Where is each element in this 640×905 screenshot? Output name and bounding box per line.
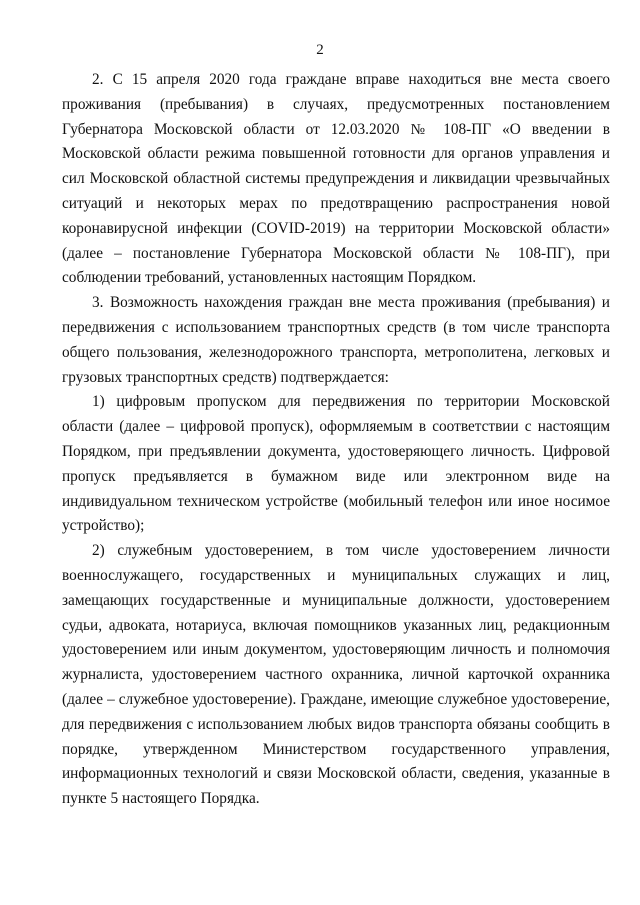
document-body xyxy=(62,68,610,812)
page-number: 2 xyxy=(316,42,324,58)
paragraph-subclause-1: 1) цифровым пропуском для передвижения по территории Московской области (далее – цифровой пропуск), оформляемым в соответствии с настоящим Порядком, при предъявлении документа, удостоверяющего личность. Цифровой пропуск предъявляется в бумажном виде или электронном виде на индивидуальном техническом устройстве (мобильный телефон или иное носимое устройство); xyxy=(62,393,610,535)
paragraph-clause-3: 3. Возможность нахождения граждан вне места проживания (пребывания) и передвижения с использованием транспортных средств (в том числе транспорта общего пользования, железнодорожного транспорта, метрополитена, легковых и грузовых транспортных средств) подтверждается: xyxy=(62,294,610,386)
paragraph-subclause-2: 2) служебным удостоверением, в том числе удостоверением личности военнослужащего, государственных и муниципальных служащих и лиц, замещающих государственные и муниципальные должности, удостоверением судьи, адвоката, нотариуса, включая помощников указанных лиц, редакционным удостоверением или иным документом, удостоверяющим личность и полномочия журналиста, удостоверением частного охранника, личной карточкой охранника (далее – служебное удостоверение). Граждане, имеющие служебное удостоверение, для передвижения с использованием любых видов транспорта обязаны сообщить в порядке, утвержденном Министерством государственного управления, информационных технологий и связи Московской области, сведения, указанные в пункте 5 настоящего Порядка. xyxy=(62,542,610,808)
paragraph-clause-2: 2. С 15 апреля 2020 года граждане вправе находиться вне места своего проживания (пребывания) в случаях, предусмотренных постановлением Губернатора Московской области от 12.03.2020 № 108-ПГ «О введении в Московской области режима повышенной готовности для органов управления и сил Московской областной системы предупреждения и ликвидации чрезвычайных ситуаций и некоторых мерах по предотвращению распространения новой коронавирусной инфекции (COVID-2019) на территории Московской области» (далее – постановление Губернатора Московской области № 108-ПГ), при соблюдении требований, установленных настоящим Порядком. xyxy=(62,71,610,287)
